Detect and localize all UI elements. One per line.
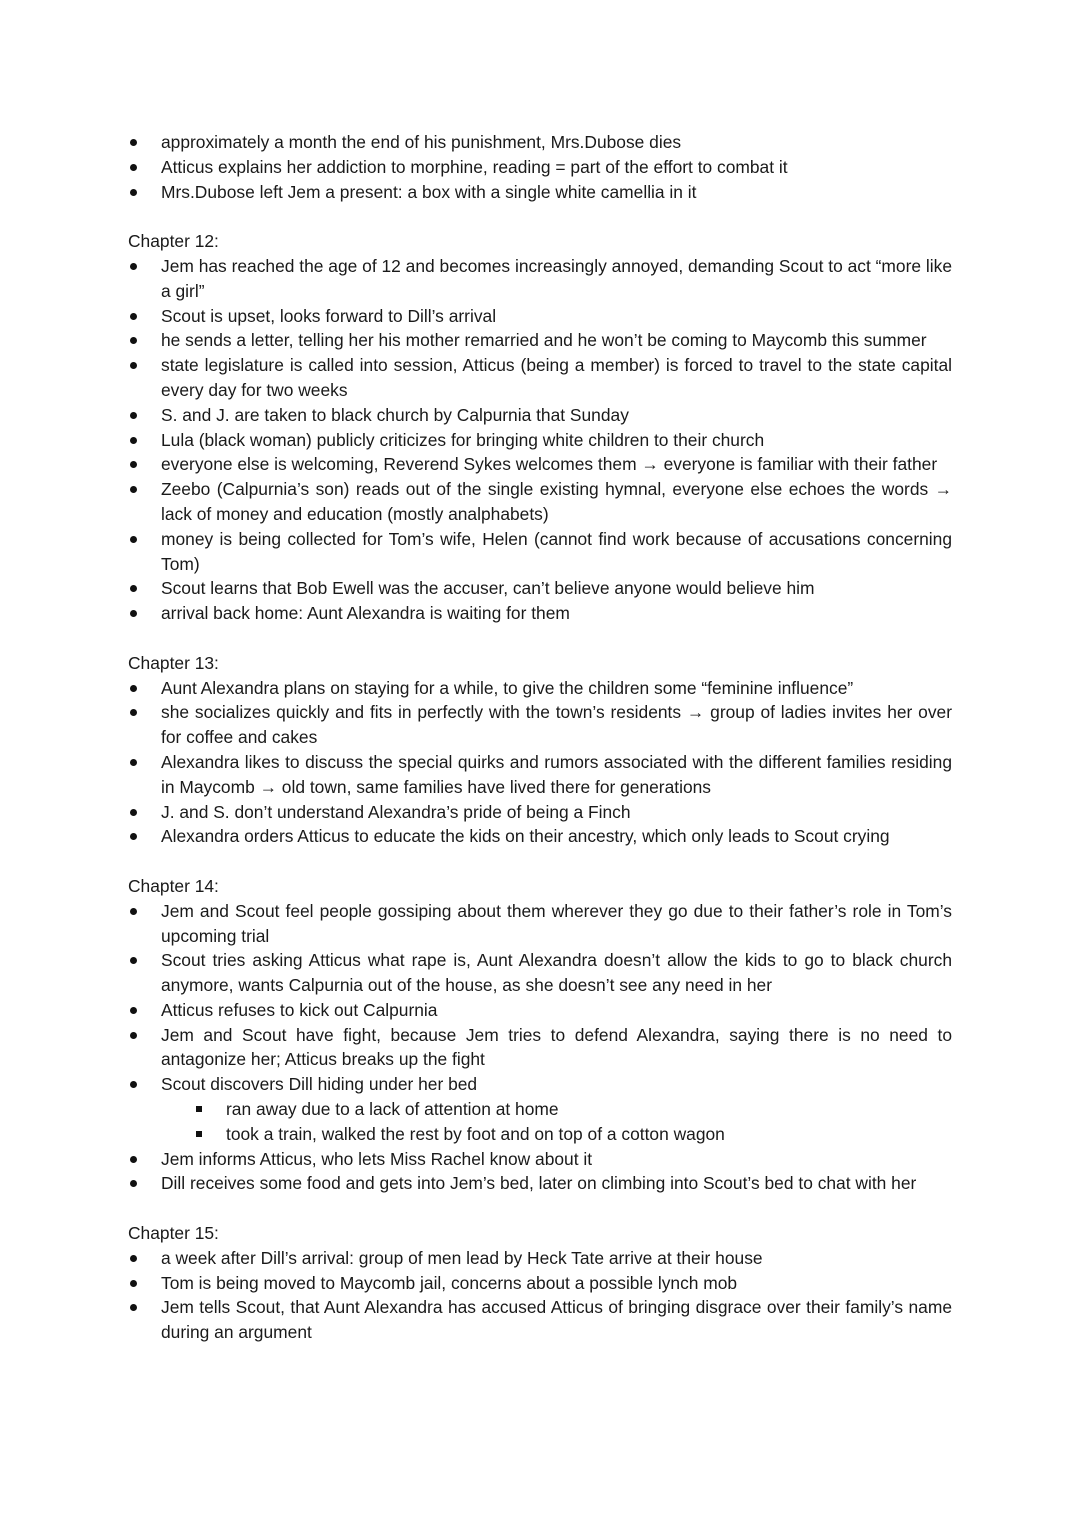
list-item: Scout tries asking Atticus what rape is, Aunt Alexandra doesn’t allow the kids to go to black church anymore, wants Calpurnia out of the house, as she doesn’t see any need in her: [128, 948, 952, 998]
chapter-14-heading: Chapter 14:: [128, 875, 219, 896]
chapter-12-list: [128, 254, 952, 626]
list-item: Scout learns that Bob Ewell was the accuser, can’t believe anyone would believe him: [128, 576, 952, 601]
list-item: Jem has reached the age of 12 and becomes increasingly annoyed, demanding Scout to act “more like a girl”: [128, 254, 952, 304]
list-item: she socializes quickly and fits in perfectly with the town’s residents → group of ladies invites her over for coffee and cakes: [128, 700, 952, 750]
list-item: Tom is being moved to Maycomb jail, concerns about a possible lynch mob: [128, 1271, 952, 1296]
list-item: J. and S. don’t understand Alexandra’s pride of being a Finch: [128, 800, 952, 825]
list-item: Mrs.Dubose left Jem a present: a box with a single white camellia in it: [128, 180, 952, 205]
list-item: Scout discovers Dill hiding under her bed: [128, 1072, 952, 1097]
list-item: S. and J. are taken to black church by Calpurnia that Sunday: [128, 403, 952, 428]
list-item: Zeebo (Calpurnia’s son) reads out of the single existing hymnal, everyone else echoes the words → lack of money and education (mostly analphabets): [128, 477, 952, 527]
list-item: Atticus refuses to kick out Calpurnia: [128, 998, 952, 1023]
list-item: approximately a month the end of his punishment, Mrs.Dubose dies: [128, 130, 952, 155]
chapter-14-list: [128, 899, 952, 1197]
sub-list-item: ran away due to a lack of attention at home: [128, 1097, 952, 1122]
list-item: he sends a letter, telling her his mother remarried and he won’t be coming to Maycomb this summer: [128, 328, 952, 353]
list-item: Jem and Scout have fight, because Jem tries to defend Alexandra, saying there is no need to antagonize her; Atticus breaks up the fight: [128, 1023, 952, 1073]
list-item: state legislature is called into session, Atticus (being a member) is forced to travel to the state capital every day for two weeks: [128, 353, 952, 403]
chapter-15-heading: Chapter 15:: [128, 1223, 219, 1244]
list-item: arrival back home: Aunt Alexandra is waiting for them: [128, 601, 952, 626]
list-item: money is being collected for Tom’s wife, Helen (cannot find work because of accusations concerning Tom): [128, 527, 952, 577]
list-item: Jem informs Atticus, who lets Miss Rachel know about it: [128, 1147, 952, 1172]
list-item: Aunt Alexandra plans on staying for a while, to give the children some “feminine influence”: [128, 676, 952, 701]
chapter-15-list: [128, 1246, 952, 1345]
intro-list: [128, 130, 952, 204]
list-item: Alexandra orders Atticus to educate the kids on their ancestry, which only leads to Scout crying: [128, 824, 952, 849]
list-item: Dill receives some food and gets into Jem’s bed, later on climbing into Scout’s bed to chat with her: [128, 1171, 952, 1196]
list-item: Alexandra likes to discuss the special quirks and rumors associated with the different families residing in Maycomb → old town, same families have lived there for generations: [128, 750, 952, 800]
list-item: a week after Dill’s arrival: group of men lead by Heck Tate arrive at their house: [128, 1246, 952, 1271]
list-item: Jem tells Scout, that Aunt Alexandra has accused Atticus of bringing disgrace over their family’s name during an argument: [128, 1295, 952, 1345]
sub-list-item: took a train, walked the rest by foot and on top of a cotton wagon: [128, 1122, 952, 1147]
chapter-13-heading: Chapter 13:: [128, 652, 219, 673]
document-page: [128, 130, 952, 1345]
chapter-13-list: [128, 676, 952, 850]
list-item: Lula (black woman) publicly criticizes for bringing white children to their church: [128, 428, 952, 453]
list-item: Jem and Scout feel people gossiping about them wherever they go due to their father’s role in Tom’s upcoming trial: [128, 899, 952, 949]
chapter-12-heading: Chapter 12:: [128, 231, 219, 252]
list-item: everyone else is welcoming, Reverend Sykes welcomes them → everyone is familiar with their father: [128, 452, 952, 477]
list-item: Atticus explains her addiction to morphine, reading = part of the effort to combat it: [128, 155, 952, 180]
list-item: Scout is upset, looks forward to Dill’s arrival: [128, 304, 952, 329]
